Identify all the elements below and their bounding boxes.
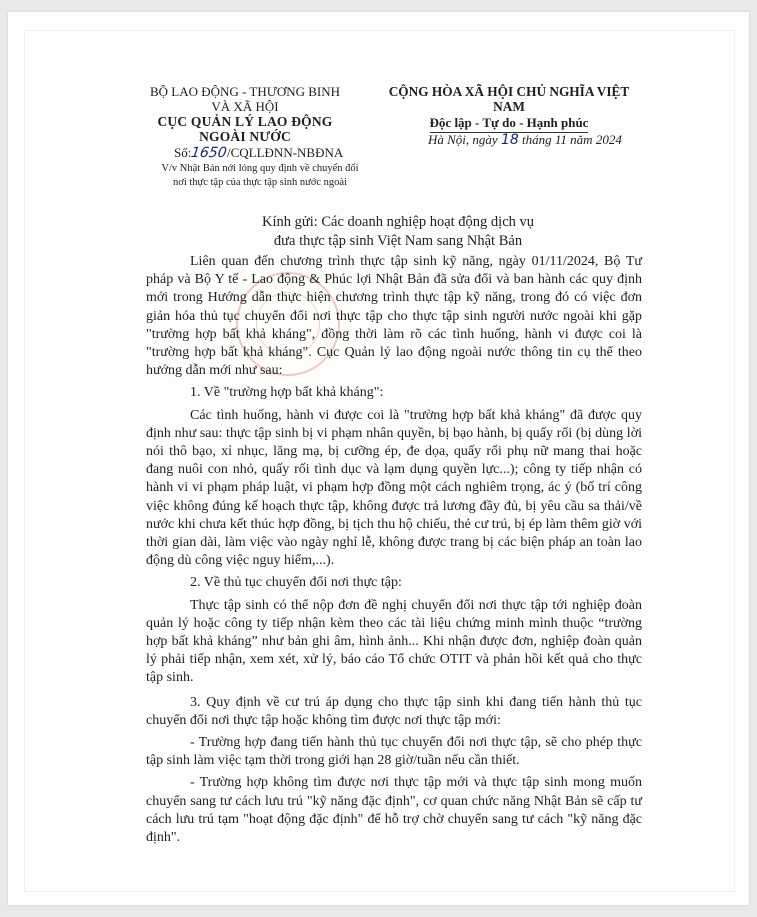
letter-body — [146, 253, 642, 847]
date-prefix: Hà Nội, ngày — [428, 132, 498, 147]
subject-line — [145, 162, 375, 190]
agency-name-line2: NGOÀI NƯỚC — [199, 129, 291, 144]
issue-date — [428, 132, 622, 148]
section3-bullet1: - Trường hợp đang tiến hành thủ tục chuyển đổi nơi thực tập, sẽ cho phép thực tập sinh làm việc tạm thời trong giới hạn 28 giờ/tuần nếu cần thiết. — [146, 735, 642, 769]
date-suffix: tháng 11 năm 2024 — [522, 132, 622, 147]
section3-bullet2: - Trường hợp không tìm được nơi thực tập mới và thực tập sinh mong muốn chuyển sang tư cách lưu trú "kỹ năng đặc định", cơ quan chức năng Nhật Bản sẽ cấp tư cách lưu trú tạm "hoạt động đặc định" để hỗ trợ chờ chuyển sang tư cách "kỹ năng đặc định". — [146, 775, 642, 846]
addressee-line1: Kính gửi: Các doanh nghiệp hoạt động dịch vụ — [261, 214, 535, 230]
section2-paragraph: Thực tập sinh có thể nộp đơn đề nghị chuyển đổi nơi thực tập tới nghiệp đoàn quản lý hoặc công ty tiếp nhận kèm theo các tài liệu chứng minh mình thuộc “trường hợp bất khả kháng” như bản ghi âm, hình ảnh... Khi nhận được đơn, nghiệp đoàn quản lý phải tiếp nhận, xem xét, xử lý, báo cáo Tổ chức OTIT và phản hồi kết quả cho thực tập sinh. — [146, 597, 642, 686]
document-page — [8, 12, 749, 905]
section1-title: 1. Về "trường hợp bất khả kháng": — [190, 385, 384, 401]
subject-line2: nơi thực tập của thực tập sinh nước ngoài — [173, 177, 347, 188]
document-number-prefix: Số: — [174, 145, 192, 160]
date-day-handwritten: 18 — [500, 132, 519, 148]
issuing-agency-block — [136, 84, 354, 144]
addressee-block — [218, 213, 578, 251]
ministry-name-line2: VÀ XÃ HỘI — [211, 99, 279, 114]
document-number-suffix: /CQLLĐNN-NBĐNA — [226, 145, 344, 160]
national-header-block — [378, 84, 640, 133]
national-motto: Độc lập - Tự do - Hạnh phúc — [430, 115, 589, 133]
section2-title: 2. Về thủ tục chuyển đổi nơi thực tập: — [190, 575, 402, 591]
section1-paragraph: Các tình huống, hành vi được coi là "trường hợp bất khả kháng" đã được quy định như sau: thực tập sinh bị vi phạm nhân quyền, bị bạo hành, bị quấy rối (bị dùng lời nói thô bạo, xỉ nhục, lăng mạ, bị cưỡng ép, đe dọa, quấy rối phụ nữ mang thai hoặc đang nuôi con nhỏ, quấy rối tình dục và lạm dụng quyền lực...); công ty tiếp nhận có hành vi vi phạm pháp luật, vi phạm hợp đồng một cách nghiêm trọng, ác ý (bố trí công việc không đúng kế hoạch thực tập, không được trả lương đầy đủ, bị yêu cầu sa thải/về nước khi chưa kết thúc hợp đồng, bị tịch thu hộ chiếu, thẻ cư trú, bị ép làm thêm giờ với thời gian dài, làm việc vào ngày nghỉ lễ, không được trang bị các biện pháp an toàn lao động dù công việc nguy hiểm,...). — [146, 407, 642, 569]
section3-title: 3. Quy định về cư trú áp dụng cho thực tập sinh khi đang tiến hành thủ tục chuyển đổi nơi thực tập hoặc không tìm được nơi thực tập mới: — [146, 694, 642, 728]
subject-line1: V/v Nhật Bản nới lỏng quy định về chuyển đổi — [161, 163, 359, 174]
addressee-line2: đưa thực tập sinh Việt Nam sang Nhật Bản — [273, 233, 523, 249]
intro-paragraph: Liên quan đến chương trình thực tập sinh kỹ năng, ngày 01/11/2024, Bộ Tư pháp và Bộ Y tế - Lao động & Phúc lợi Nhật Bản đã sửa đổi và ban hành các quy định mới trong Hướng dẫn thực hiện chương trình thực tập kỹ năng, trong đó có việc đơn giản hóa thủ tục chuyển đổi nơi thực tập cho thực tập sinh người nước ngoài khi gặp "trường hợp bất khả kháng", đồng thời làm rõ các tình huống, hành vi được coi là "trường hợp bất khả kháng". Cục Quản lý lao động ngoài nước thông tin cụ thể theo hướng dẫn mới như sau: — [146, 254, 642, 379]
ministry-name-line1: BỘ LAO ĐỘNG - THƯƠNG BINH — [149, 84, 341, 99]
document-number-handwritten: 1650 — [190, 145, 229, 161]
country-name: CỘNG HÒA XÃ HỘI CHỦ NGHĨA VIỆT NAM — [388, 84, 630, 114]
agency-name-line1: CỤC QUẢN LÝ LAO ĐỘNG — [157, 114, 333, 129]
document-number — [174, 145, 343, 161]
